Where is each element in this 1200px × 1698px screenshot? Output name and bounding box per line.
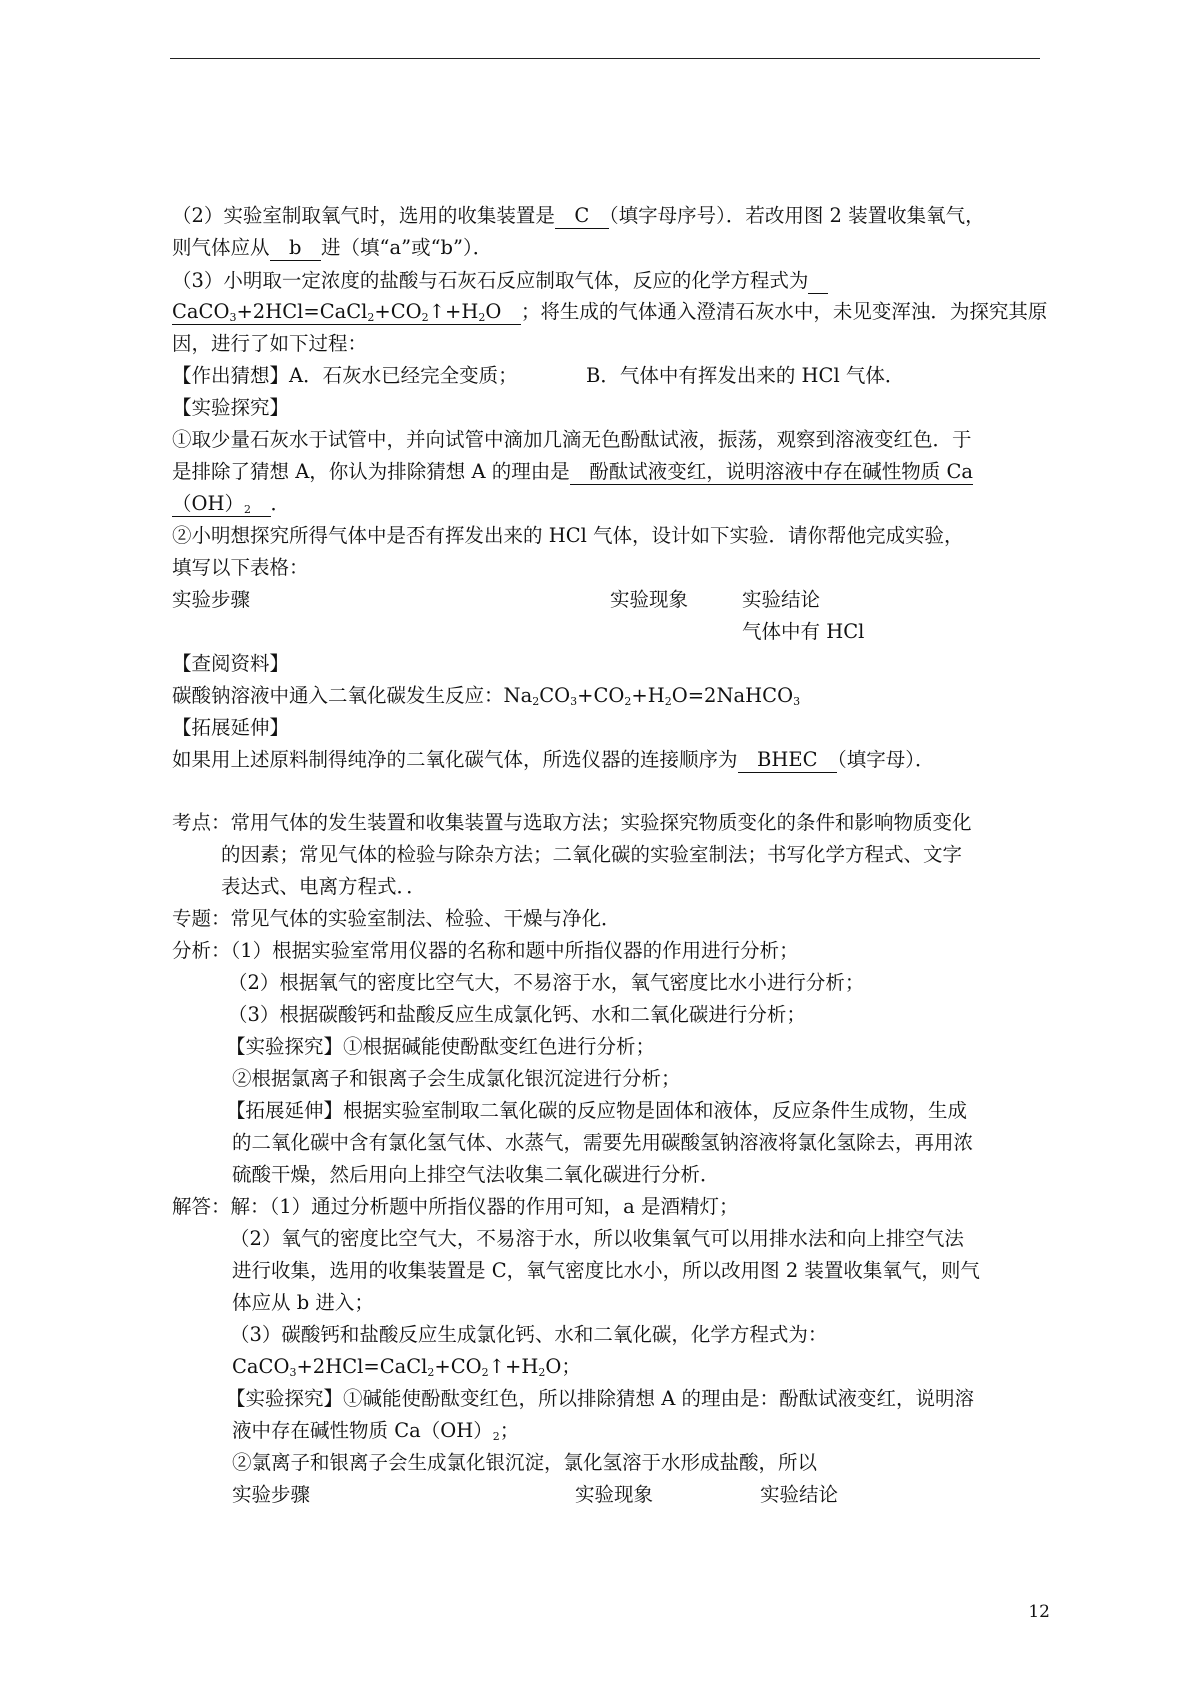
q2-answer-2: b [269, 236, 321, 259]
kaodian-line-2: 的因素；常见气体的检验与除杂方法；二氧化碳的实验室制法；书写化学方程式、文字 [221, 843, 963, 866]
q3-equation-answer: $CaCO_3+2HCl=CaCl_2+CO_2↑+H_2O$ [172, 300, 521, 324]
zhuanti-line: 专题：常见气体的实验室制法、检验、干燥与净化． [172, 907, 621, 930]
kaodian-line-3: 表达式、电离方程式．． [221, 875, 426, 898]
q2-answer-1: C [554, 204, 609, 227]
fenxi-line-3: （3）根据碳酸钙和盐酸反应生成氯化钙、水和二氧化碳进行分析； [228, 1003, 806, 1026]
fenxi-line-6: 【拓展延伸】根据实验室制取二氧化碳的反应物是固体和液体，反应条件生成物，生成 [226, 1099, 968, 1122]
q2-line-2: 则气体应从 b 进（填“a”或“b”）． [172, 236, 493, 259]
kaodian-line-1: 考点：常用气体的发生装置和收集装置与选取方法；实验探究物质变化的条件和影响物质变化 [172, 811, 972, 834]
jieda-table-header-steps: 实验步骤 [232, 1483, 311, 1506]
jieda-line-7: 【实验探究】①碱能使酚酞变红色，所以排除猜想 A 的理由是：酚酞试液变红，说明溶 [226, 1387, 974, 1410]
explore-p1-line-2: 是排除了猜想 A，你认为排除猜想 A 的理由是 酚酞试液变红，说明溶液中存在碱性物质 Ca [172, 460, 974, 483]
jieda-line-5: （3）碳酸钙和盐酸反应生成氯化钙、水和二氧化碳，化学方程式为： [230, 1323, 828, 1346]
page-number: 12 [1028, 1602, 1050, 1622]
extend-answer: BHEC [737, 748, 838, 771]
table-header-conclusion: 实验结论 [742, 588, 821, 611]
header-rule [170, 58, 1040, 59]
extend-label: 【拓展延伸】 [172, 716, 290, 739]
guess-b: B．气体中有挥发出来的 HCl 气体． [586, 364, 905, 387]
extend-line: 如果用上述原料制得纯净的二氧化碳气体，所选仪器的连接顺序为 BHEC （填字母）． [172, 748, 935, 771]
q3-line-1: （3）小明取一定浓度的盐酸与石灰石反应制取气体，反应的化学方程式为 [172, 267, 828, 295]
jieda-line-9: ②氯离子和银离子会生成氯化银沉淀，氯化氢溶于水形成盐酸，所以 [232, 1451, 818, 1474]
fenxi-line-1: 分析：（1）根据实验室常用仪器的名称和题中所指仪器的作用进行分析； [172, 939, 799, 962]
fenxi-line-7: 的二氧化碳中含有氯化氢气体、水蒸气，需要先用碳酸氢钠溶液将氯化氢除去，再用浓 [232, 1131, 974, 1154]
jieda-line-2: （2）氧气的密度比空气大，不易溶于水，所以收集氧气可以用排水法和向上排空气法 [230, 1227, 964, 1250]
fenxi-line-5: ②根据氯离子和银离子会生成氯化银沉淀进行分析； [232, 1067, 681, 1090]
explore-p2-line-1: ②小明想探究所得气体中是否有挥发出来的 HCl 气体，设计如下实验．请你帮他完成实验， [172, 524, 964, 547]
table-header-steps: 实验步骤 [172, 588, 251, 611]
jieda-line-1: 解答：解：（1）通过分析题中所指仪器的作用可知，a 是酒精灯； [172, 1195, 739, 1218]
explore-answer-2: $(OH)_2$ [172, 492, 271, 517]
table-header-phenomenon: 实验现象 [610, 588, 689, 611]
explore-answer-1: 酚酞试液变红，说明溶液中存在碱性物质 Ca [569, 460, 974, 483]
jieda-line-4: 体应从 b 进入； [232, 1291, 374, 1314]
guess-label: 【作出猜想】 [172, 364, 290, 387]
jieda-table-header-conclusion: 实验结论 [760, 1483, 839, 1506]
explore-p1-line-1: ①取少量石灰水于试管中，并向试管中滴加几滴无色酚酞试液，振荡，观察到溶液变红色．于 [172, 428, 972, 451]
explore-label: 【实验探究】 [172, 396, 290, 419]
lookup-label: 【查阅资料】 [172, 652, 290, 675]
q2-line-1: （2）实验室制取氧气时，选用的收集装置是 C （填字母序号）．若改用图 2 装置收集氧气， [172, 204, 985, 227]
fenxi-line-8: 硫酸干燥，然后用向上排空气法收集二氧化碳进行分析． [232, 1163, 720, 1186]
fenxi-line-2: （2）根据氧气的密度比空气大，不易溶于水，氧气密度比水小进行分析； [228, 971, 865, 994]
jieda-equation: $CaCO_3+2HCl=CaCl_2+CO_2↑+H_2O$； [232, 1355, 581, 1379]
explore-p1-line-3: $(OH)_2$ ． [172, 492, 291, 516]
fenxi-line-4: 【实验探究】①根据碱能使酚酞变红色进行分析； [226, 1035, 656, 1058]
jieda-line-3: 进行收集，选用的收集装置是 C，氧气密度比水小，所以改用图 2 装置收集氧气，则气 [232, 1259, 980, 1282]
q3-line-2: $CaCO_3+2HCl=CaCl_2+CO_2↑+H_2O$ ；将生成的气体通入澄清石灰水中，未见变浑浊．为探究其原 [172, 300, 1048, 324]
q3-line-3: 因，进行了如下过程： [172, 332, 368, 355]
lookup-equation: 碳酸钠溶液中通入二氧化碳发生反应：$Na_2CO_3+CO_2+H_2O=2NaHCO_3$ [172, 684, 801, 708]
explore-p2-line-2: 填写以下表格： [172, 556, 309, 579]
table-cell-conclusion: 气体中有 HCl [742, 620, 865, 643]
guess-line: 【作出猜想】A．石灰水已经完全变质； [172, 364, 518, 387]
jieda-line-8: 液中存在碱性物质 $Ca(OH)_2$； [232, 1419, 520, 1443]
jieda-table-header-phenomenon: 实验现象 [575, 1483, 654, 1506]
